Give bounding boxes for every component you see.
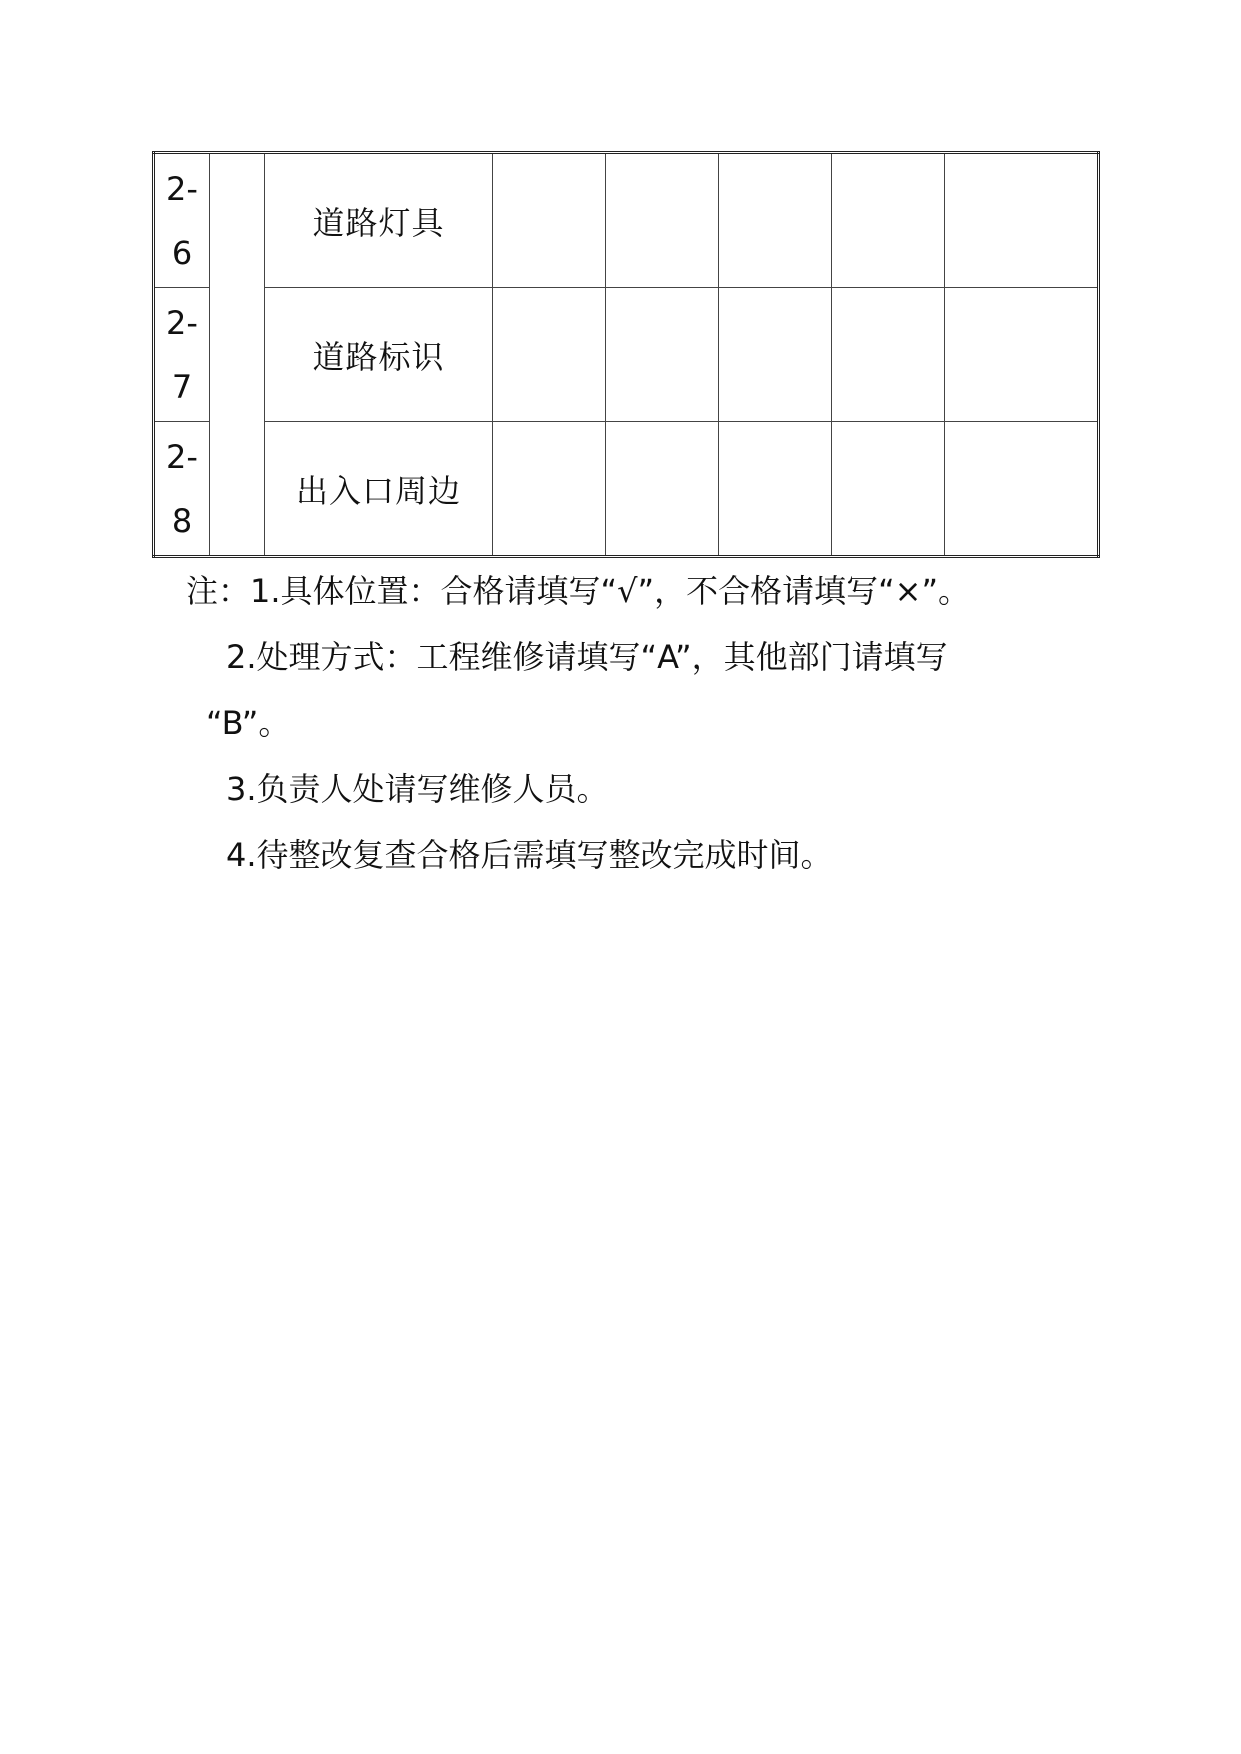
blank-cell[interactable] — [606, 153, 719, 288]
row-number-prefix: 2- — [166, 437, 198, 476]
notes-section — [186, 558, 1086, 888]
row-number-prefix: 2- — [166, 303, 198, 342]
row-number-cell — [154, 422, 210, 557]
table-row — [154, 153, 1099, 288]
blank-cell[interactable] — [493, 422, 606, 557]
note-2-continuation: “B”。 — [206, 704, 291, 742]
blank-cell[interactable] — [719, 288, 832, 422]
blank-cell[interactable] — [945, 153, 1099, 288]
inspection-item-cell: 道路标识 — [265, 288, 493, 422]
blank-cell[interactable] — [945, 288, 1099, 422]
inspection-item-cell: 出入口周边 — [265, 422, 493, 557]
row-number-cell — [154, 153, 210, 288]
blank-cell[interactable] — [832, 422, 945, 557]
blank-cell[interactable] — [606, 422, 719, 557]
blank-cell[interactable] — [493, 153, 606, 288]
row-number-suffix: 6 — [171, 233, 193, 272]
blank-cell[interactable] — [945, 422, 1099, 557]
note-4: 4.待整改复查合格后需填写整改完成时间。 — [226, 836, 833, 874]
blank-cell[interactable] — [832, 153, 945, 288]
inspection-item-cell: 道路灯具 — [265, 153, 493, 288]
blank-cell[interactable] — [606, 288, 719, 422]
note-1: 注：1.具体位置：合格请填写“√”，不合格请填写“×”。 — [186, 572, 971, 610]
inspection-table — [152, 151, 1100, 558]
row-number-cell — [154, 288, 210, 422]
row-number-suffix: 8 — [171, 501, 193, 540]
note-3: 3.负责人处请写维修人员。 — [226, 770, 609, 808]
blank-cell[interactable] — [493, 288, 606, 422]
blank-cell[interactable] — [832, 288, 945, 422]
category-cell — [210, 153, 265, 557]
table-row — [154, 422, 1099, 557]
note-2: 2.处理方式：工程维修请填写“A”，其他部门请填写 — [226, 638, 948, 676]
blank-cell[interactable] — [719, 422, 832, 557]
row-number-suffix: 7 — [171, 367, 193, 406]
row-number-prefix: 2- — [166, 169, 198, 208]
blank-cell[interactable] — [719, 153, 832, 288]
table-row — [154, 288, 1099, 422]
